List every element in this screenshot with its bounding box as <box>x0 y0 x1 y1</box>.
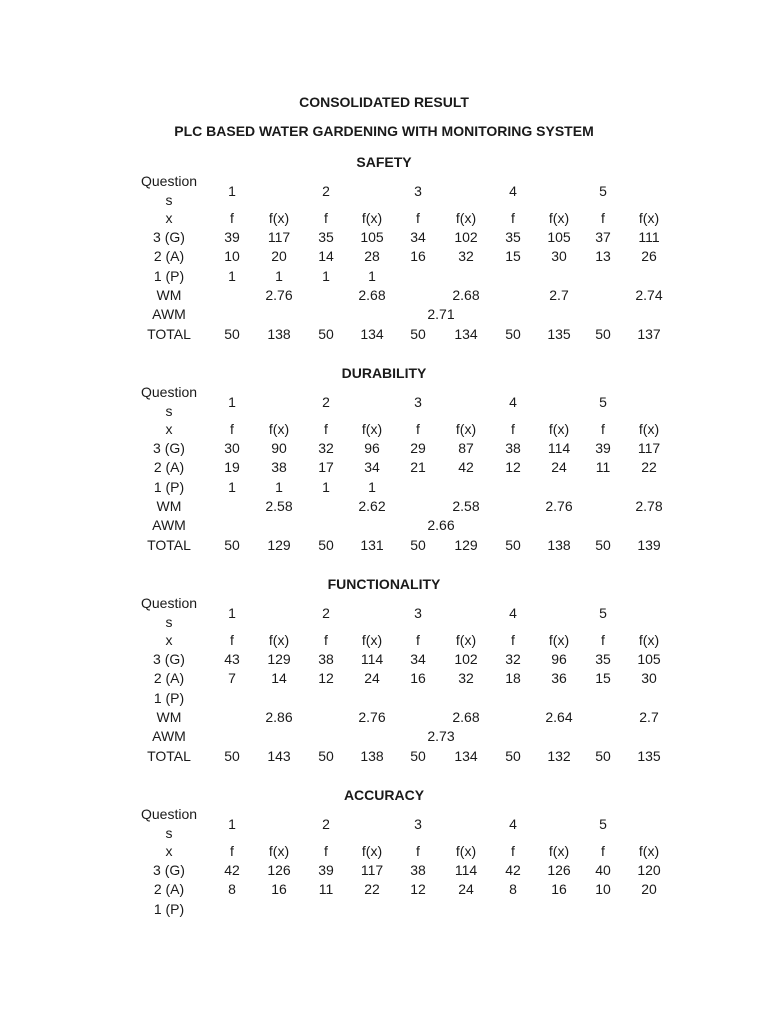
table-cell: 105 <box>637 651 661 667</box>
question-header-suffix: s <box>165 192 173 208</box>
question-number: 3 <box>414 183 422 199</box>
column-header: f <box>324 421 328 437</box>
question-number: 1 <box>228 816 236 832</box>
x-label: x <box>165 843 173 859</box>
rating-label: 2 (A) <box>153 459 185 475</box>
weighted-mean-value: 2.68 <box>452 287 480 303</box>
weighted-mean-value: 2.78 <box>635 498 663 514</box>
column-header: f <box>601 210 605 226</box>
rating-label: 2 (A) <box>153 248 185 264</box>
question-number: 2 <box>322 394 330 410</box>
table-cell: 120 <box>637 862 661 878</box>
table-cell: 43 <box>224 651 240 667</box>
total-cell: 50 <box>224 748 240 764</box>
question-number: 2 <box>322 183 330 199</box>
question-number: 3 <box>414 605 422 621</box>
total-label: TOTAL <box>147 537 191 553</box>
total-cell: 50 <box>595 537 611 553</box>
total-cell: 137 <box>637 326 661 342</box>
column-header: f(x) <box>455 421 477 437</box>
table-cell: 39 <box>595 440 611 456</box>
column-header: f(x) <box>638 210 660 226</box>
table-cell: 12 <box>505 459 521 475</box>
question-number: 4 <box>509 394 517 410</box>
section-functionality <box>0 576 768 797</box>
weighted-mean-value: 2.62 <box>358 498 386 514</box>
table-cell: 42 <box>458 459 474 475</box>
question-number: 1 <box>228 394 236 410</box>
table-cell: 117 <box>267 229 291 245</box>
question-number: 1 <box>228 183 236 199</box>
column-header: f <box>511 421 515 437</box>
table-cell: 8 <box>509 881 517 897</box>
column-header: f(x) <box>638 843 660 859</box>
table-cell: 38 <box>505 440 521 456</box>
table-cell: 38 <box>318 651 334 667</box>
question-number: 1 <box>228 605 236 621</box>
table-cell: 39 <box>224 229 240 245</box>
table-cell: 42 <box>224 862 240 878</box>
table-cell: 105 <box>360 229 384 245</box>
weighted-mean-value: 2.68 <box>452 709 480 725</box>
column-header: f(x) <box>268 632 290 648</box>
table-cell: 7 <box>228 670 236 686</box>
column-header: f <box>230 421 234 437</box>
column-header: f(x) <box>361 632 383 648</box>
table-cell: 14 <box>318 248 334 264</box>
table-cell: 10 <box>224 248 240 264</box>
column-header: f <box>416 210 420 226</box>
x-label: x <box>165 421 173 437</box>
column-header: f(x) <box>548 632 570 648</box>
table-cell: 32 <box>505 651 521 667</box>
column-header: f(x) <box>268 421 290 437</box>
column-header: f(x) <box>455 632 477 648</box>
table-cell: 30 <box>641 670 657 686</box>
question-header-suffix: s <box>165 403 173 419</box>
total-cell: 135 <box>547 326 571 342</box>
rating-label: 3 (G) <box>153 651 185 667</box>
table-cell: 39 <box>318 862 334 878</box>
table-cell: 1 <box>368 479 376 495</box>
wm-label: WM <box>156 709 182 725</box>
table-cell: 21 <box>410 459 426 475</box>
table-cell: 10 <box>595 881 611 897</box>
column-header: f(x) <box>548 843 570 859</box>
table-cell: 38 <box>410 862 426 878</box>
wm-label: WM <box>156 287 182 303</box>
table-cell: 11 <box>318 881 334 897</box>
weighted-mean-value: 2.58 <box>452 498 480 514</box>
table-cell: 32 <box>458 670 474 686</box>
question-header: Question <box>140 806 198 822</box>
column-header: f <box>511 632 515 648</box>
total-cell: 50 <box>318 748 334 764</box>
column-header: f <box>230 210 234 226</box>
column-header: f(x) <box>361 421 383 437</box>
table-cell: 26 <box>641 248 657 264</box>
weighted-mean-value: 2.76 <box>265 287 293 303</box>
average-weighted-mean-value: 2.71 <box>427 306 455 322</box>
total-cell: 50 <box>224 537 240 553</box>
table-cell: 11 <box>595 459 611 475</box>
total-cell: 134 <box>454 326 478 342</box>
weighted-mean-value: 2.76 <box>358 709 386 725</box>
total-cell: 134 <box>454 748 478 764</box>
table-cell: 24 <box>458 881 474 897</box>
total-cell: 50 <box>595 326 611 342</box>
question-header-suffix: s <box>165 614 173 630</box>
question-number: 4 <box>509 816 517 832</box>
rating-label: 2 (A) <box>153 670 185 686</box>
table-cell: 34 <box>410 229 426 245</box>
total-cell: 134 <box>360 326 384 342</box>
column-header: f(x) <box>268 843 290 859</box>
table-cell: 102 <box>454 651 478 667</box>
weighted-mean-value: 2.7 <box>549 287 569 303</box>
weighted-mean-value: 2.86 <box>265 709 293 725</box>
weighted-mean-value: 2.76 <box>545 498 573 514</box>
rating-label: 1 (P) <box>153 690 185 706</box>
section-title: ACCURACY <box>343 787 425 803</box>
project-title: PLC BASED WATER GARDENING WITH MONITORING SYSTEM <box>174 123 594 139</box>
average-weighted-mean-value: 2.73 <box>427 728 455 744</box>
table-cell: 28 <box>364 248 380 264</box>
table-cell: 15 <box>505 248 521 264</box>
total-cell: 132 <box>547 748 571 764</box>
column-header: f(x) <box>455 843 477 859</box>
question-number: 4 <box>509 183 517 199</box>
column-header: f(x) <box>638 632 660 648</box>
total-label: TOTAL <box>147 326 191 342</box>
question-number: 5 <box>599 183 607 199</box>
column-header: f <box>601 632 605 648</box>
column-header: f <box>230 632 234 648</box>
total-cell: 138 <box>267 326 291 342</box>
awm-label: AWM <box>152 306 186 322</box>
x-label: x <box>165 632 173 648</box>
question-number: 4 <box>509 605 517 621</box>
table-cell: 38 <box>271 459 287 475</box>
table-cell: 35 <box>505 229 521 245</box>
question-number: 3 <box>414 394 422 410</box>
table-cell: 1 <box>322 268 330 284</box>
table-cell: 1 <box>322 479 330 495</box>
question-number: 5 <box>599 605 607 621</box>
total-cell: 139 <box>637 537 661 553</box>
table-cell: 29 <box>410 440 426 456</box>
column-header: f(x) <box>548 421 570 437</box>
table-cell: 22 <box>364 881 380 897</box>
table-cell: 36 <box>551 670 567 686</box>
table-cell: 114 <box>454 862 478 878</box>
total-cell: 135 <box>637 748 661 764</box>
table-cell: 32 <box>318 440 334 456</box>
table-cell: 42 <box>505 862 521 878</box>
table-cell: 34 <box>410 651 426 667</box>
table-cell: 96 <box>364 440 380 456</box>
table-cell: 90 <box>271 440 287 456</box>
rating-label: 3 (G) <box>153 862 185 878</box>
table-cell: 16 <box>410 670 426 686</box>
average-weighted-mean-value: 2.66 <box>427 517 455 533</box>
question-number: 3 <box>414 816 422 832</box>
column-header: f <box>416 632 420 648</box>
section-title: FUNCTIONALITY <box>327 576 441 592</box>
table-cell: 35 <box>595 651 611 667</box>
table-cell: 24 <box>551 459 567 475</box>
column-header: f <box>230 843 234 859</box>
table-cell: 16 <box>551 881 567 897</box>
total-cell: 50 <box>318 326 334 342</box>
table-cell: 40 <box>595 862 611 878</box>
table-cell: 117 <box>637 440 661 456</box>
weighted-mean-value: 2.64 <box>545 709 573 725</box>
question-header: Question <box>140 595 198 611</box>
table-cell: 37 <box>595 229 611 245</box>
section-title: SAFETY <box>356 154 412 170</box>
total-cell: 50 <box>595 748 611 764</box>
table-cell: 1 <box>228 479 236 495</box>
table-cell: 1 <box>368 268 376 284</box>
column-header: f(x) <box>455 210 477 226</box>
table-cell: 14 <box>271 670 287 686</box>
total-cell: 138 <box>360 748 384 764</box>
column-header: f <box>416 843 420 859</box>
total-cell: 50 <box>410 326 426 342</box>
question-number: 2 <box>322 816 330 832</box>
weighted-mean-value: 2.7 <box>639 709 659 725</box>
total-cell: 50 <box>505 748 521 764</box>
table-cell: 12 <box>410 881 426 897</box>
question-number: 2 <box>322 605 330 621</box>
table-cell: 126 <box>547 862 571 878</box>
table-cell: 1 <box>275 479 283 495</box>
rating-label: 3 (G) <box>153 229 185 245</box>
column-header: f <box>601 421 605 437</box>
table-cell: 17 <box>318 459 334 475</box>
table-cell: 32 <box>458 248 474 264</box>
section-accuracy <box>0 787 768 1008</box>
table-cell: 105 <box>547 229 571 245</box>
total-cell: 50 <box>318 537 334 553</box>
question-number: 5 <box>599 394 607 410</box>
table-cell: 24 <box>364 670 380 686</box>
table-cell: 126 <box>267 862 291 878</box>
rating-label: 3 (G) <box>153 440 185 456</box>
section-title: DURABILITY <box>341 365 427 381</box>
table-cell: 12 <box>318 670 334 686</box>
column-header: f(x) <box>361 210 383 226</box>
table-cell: 18 <box>505 670 521 686</box>
total-cell: 129 <box>454 537 478 553</box>
total-cell: 50 <box>410 748 426 764</box>
table-cell: 13 <box>595 248 611 264</box>
total-cell: 50 <box>505 537 521 553</box>
weighted-mean-value: 2.74 <box>635 287 663 303</box>
column-header: f <box>324 632 328 648</box>
rating-label: 2 (A) <box>153 881 185 897</box>
column-header: f <box>511 843 515 859</box>
awm-label: AWM <box>152 728 186 744</box>
rating-label: 1 (P) <box>153 479 185 495</box>
document-title: CONSOLIDATED RESULT <box>299 94 469 110</box>
total-cell: 50 <box>410 537 426 553</box>
total-cell: 143 <box>267 748 291 764</box>
table-cell: 102 <box>454 229 478 245</box>
table-cell: 20 <box>271 248 287 264</box>
awm-label: AWM <box>152 517 186 533</box>
table-cell: 117 <box>360 862 384 878</box>
total-cell: 129 <box>267 537 291 553</box>
column-header: f <box>601 843 605 859</box>
total-cell: 131 <box>360 537 384 553</box>
total-label: TOTAL <box>147 748 191 764</box>
question-number: 5 <box>599 816 607 832</box>
column-header: f(x) <box>638 421 660 437</box>
rating-label: 1 (P) <box>153 268 185 284</box>
table-cell: 111 <box>638 229 660 245</box>
table-cell: 114 <box>360 651 384 667</box>
column-header: f <box>324 210 328 226</box>
total-cell: 138 <box>547 537 571 553</box>
section-safety <box>0 154 768 375</box>
table-cell: 1 <box>228 268 236 284</box>
table-cell: 1 <box>275 268 283 284</box>
wm-label: WM <box>156 498 182 514</box>
table-cell: 30 <box>224 440 240 456</box>
column-header: f(x) <box>268 210 290 226</box>
question-header: Question <box>140 384 198 400</box>
rating-label: 1 (P) <box>153 901 185 917</box>
table-cell: 19 <box>224 459 240 475</box>
table-cell: 129 <box>267 651 291 667</box>
table-cell: 34 <box>364 459 380 475</box>
table-cell: 8 <box>228 881 236 897</box>
table-cell: 114 <box>547 440 571 456</box>
table-cell: 22 <box>641 459 657 475</box>
section-durability <box>0 365 768 586</box>
weighted-mean-value: 2.58 <box>265 498 293 514</box>
total-cell: 50 <box>505 326 521 342</box>
table-cell: 16 <box>271 881 287 897</box>
total-cell: 50 <box>224 326 240 342</box>
table-cell: 96 <box>551 651 567 667</box>
table-cell: 20 <box>641 881 657 897</box>
x-label: x <box>165 210 173 226</box>
column-header: f(x) <box>548 210 570 226</box>
table-cell: 16 <box>410 248 426 264</box>
question-header-suffix: s <box>165 825 173 841</box>
table-cell: 87 <box>458 440 474 456</box>
table-cell: 15 <box>595 670 611 686</box>
column-header: f <box>324 843 328 859</box>
table-cell: 35 <box>318 229 334 245</box>
column-header: f <box>416 421 420 437</box>
question-header: Question <box>140 173 198 189</box>
table-cell: 30 <box>551 248 567 264</box>
column-header: f(x) <box>361 843 383 859</box>
column-header: f <box>511 210 515 226</box>
weighted-mean-value: 2.68 <box>358 287 386 303</box>
